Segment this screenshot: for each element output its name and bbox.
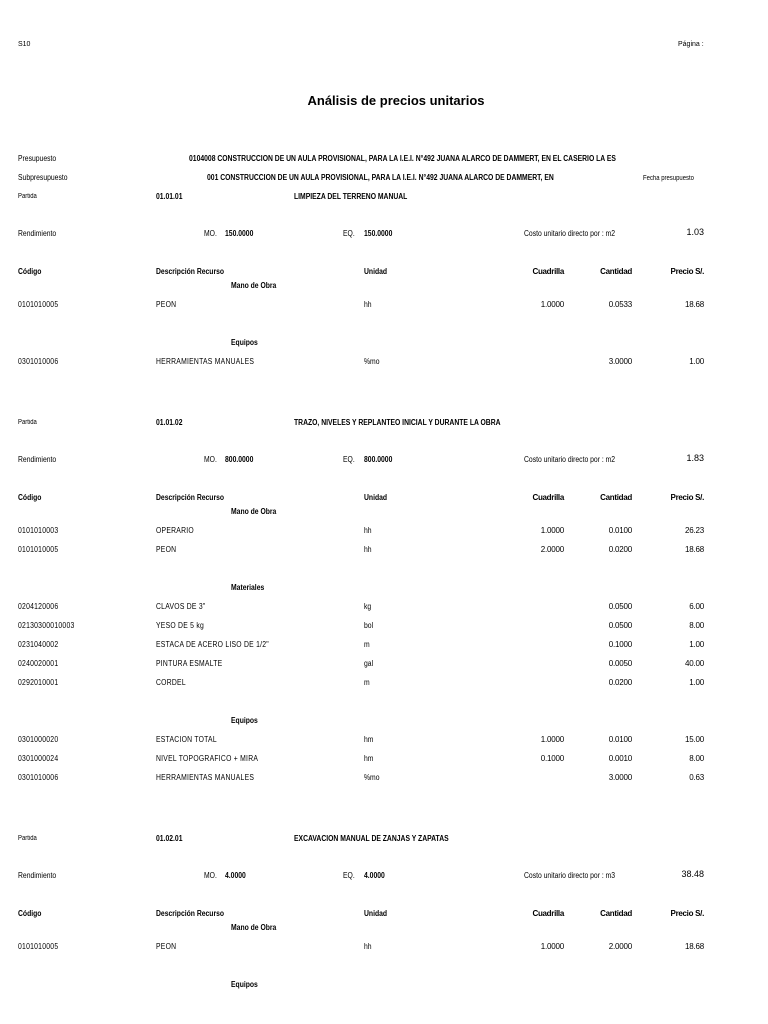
- row-unidad: %mo: [364, 357, 380, 366]
- group-title: Equipos: [231, 338, 258, 347]
- partida-code: 01.01.02: [156, 418, 183, 427]
- row-cuadrilla: 1.0000: [540, 735, 564, 744]
- col-header-cuadrilla: Cuadrilla: [532, 267, 564, 276]
- costo-unitario-label: Costo unitario directo por : m3: [524, 871, 616, 880]
- col-header-precio: Precio S/.: [670, 909, 704, 918]
- partida-code: 01.01.01: [156, 192, 183, 201]
- row-descripcion: PEON: [156, 300, 177, 309]
- col-header-cuadrilla: Cuadrilla: [532, 493, 564, 502]
- mo-value: 150.0000: [225, 229, 254, 238]
- row-cuadrilla: 2.0000: [540, 545, 564, 554]
- rendimiento-label: Rendimiento: [18, 871, 57, 880]
- fecha-presupuesto-label: Fecha presupuesto: [643, 175, 694, 182]
- col-header-unidad: Unidad: [364, 493, 388, 502]
- row-cantidad: 0.0050: [608, 659, 632, 668]
- row-cuadrilla: 0.1000: [540, 754, 564, 763]
- row-unidad: hh: [364, 545, 372, 554]
- partida-name: LIMPIEZA DEL TERRENO MANUAL: [294, 192, 408, 201]
- row-descripcion: ESTACION TOTAL: [156, 735, 217, 744]
- col-header-codigo: Código: [18, 493, 42, 502]
- partida-label: Partida: [18, 835, 37, 842]
- row-cantidad: 0.0100: [608, 735, 632, 744]
- row-precio: 18.68: [684, 942, 704, 951]
- group-title: Equipos: [231, 980, 258, 989]
- col-header-unidad: Unidad: [364, 267, 388, 276]
- partida-label: Partida: [18, 193, 37, 200]
- row-descripcion: PINTURA ESMALTE: [156, 659, 223, 668]
- col-header-cantidad: Cantidad: [600, 267, 632, 276]
- row-codigo: 0101010005: [18, 942, 59, 951]
- row-precio: 18.68: [684, 300, 704, 309]
- row-precio: 1.00: [689, 678, 704, 687]
- row-unidad: kg: [364, 602, 372, 611]
- row-cantidad: 0.0200: [608, 678, 632, 687]
- page-title: Análisis de precios unitarios: [307, 93, 485, 108]
- row-precio: 40.00: [684, 659, 704, 668]
- col-header-codigo: Código: [18, 267, 42, 276]
- row-descripcion: ESTACA DE ACERO LISO DE 1/2": [156, 640, 269, 649]
- row-descripcion: PEON: [156, 545, 177, 554]
- row-codigo: 0231040002: [18, 640, 59, 649]
- col-header-descripcion: Descripción Recurso: [156, 267, 225, 276]
- row-cantidad: 0.0533: [608, 300, 632, 309]
- row-precio: 1.00: [689, 640, 704, 649]
- group-title: Mano de Obra: [231, 507, 277, 516]
- row-cuadrilla: 1.0000: [540, 526, 564, 535]
- rendimiento-label: Rendimiento: [18, 229, 57, 238]
- col-header-cuadrilla: Cuadrilla: [532, 909, 564, 918]
- row-unidad: hm: [364, 754, 374, 763]
- page-number-label: Página :: [678, 41, 704, 48]
- eq-value: 4.0000: [364, 871, 385, 880]
- row-cantidad: 3.0000: [608, 773, 632, 782]
- row-codigo: 0101010003: [18, 526, 59, 535]
- row-precio: 8.00: [689, 621, 704, 630]
- col-header-unidad: Unidad: [364, 909, 388, 918]
- costo-unitario-value: 1.83: [686, 453, 704, 463]
- col-header-cantidad: Cantidad: [600, 909, 632, 918]
- rendimiento-label: Rendimiento: [18, 455, 57, 464]
- partida-name: TRAZO, NIVELES Y REPLANTEO INICIAL Y DURANTE LA OBRA: [294, 418, 501, 427]
- group-title: Materiales: [231, 583, 265, 592]
- row-cuadrilla: 1.0000: [540, 300, 564, 309]
- row-precio: 0.63: [689, 773, 704, 782]
- costo-unitario-value: 1.03: [686, 227, 704, 237]
- row-unidad: hh: [364, 942, 372, 951]
- col-header-descripcion: Descripción Recurso: [156, 909, 225, 918]
- row-cuadrilla: 1.0000: [540, 942, 564, 951]
- row-descripcion: HERRAMIENTAS MANUALES: [156, 357, 255, 366]
- row-cantidad: 0.1000: [608, 640, 632, 649]
- group-title: Equipos: [231, 716, 258, 725]
- row-unidad: bol: [364, 621, 374, 630]
- mo-value: 800.0000: [225, 455, 254, 464]
- mo-label: MO.: [204, 871, 217, 880]
- row-precio: 18.68: [684, 545, 704, 554]
- row-descripcion: HERRAMIENTAS MANUALES: [156, 773, 255, 782]
- row-codigo: 0301010006: [18, 357, 59, 366]
- col-header-cantidad: Cantidad: [600, 493, 632, 502]
- report-code: S10: [18, 41, 31, 48]
- row-codigo: 0240020001: [18, 659, 59, 668]
- row-descripcion: YESO DE 5 kg: [156, 621, 205, 630]
- row-codigo: 0301010006: [18, 773, 59, 782]
- row-precio: 1.00: [689, 357, 704, 366]
- row-cantidad: 0.0200: [608, 545, 632, 554]
- subpresupuesto-label: Subpresupuesto: [18, 173, 68, 182]
- eq-label: EQ.: [343, 229, 355, 238]
- partida-name: EXCAVACION MANUAL DE ZANJAS Y ZAPATAS: [294, 834, 449, 843]
- row-unidad: hh: [364, 300, 372, 309]
- row-unidad: m: [364, 678, 370, 687]
- costo-unitario-label: Costo unitario directo por : m2: [524, 229, 616, 238]
- row-unidad: hh: [364, 526, 372, 535]
- eq-label: EQ.: [343, 871, 355, 880]
- col-header-precio: Precio S/.: [670, 267, 704, 276]
- col-header-precio: Precio S/.: [670, 493, 704, 502]
- row-codigo: 0301000020: [18, 735, 59, 744]
- row-descripcion: OPERARIO: [156, 526, 194, 535]
- row-cantidad: 0.0500: [608, 621, 632, 630]
- row-cantidad: 3.0000: [608, 357, 632, 366]
- mo-value: 4.0000: [225, 871, 246, 880]
- row-descripcion: PEON: [156, 942, 177, 951]
- eq-value: 150.0000: [364, 229, 393, 238]
- row-codigo: 0292010001: [18, 678, 59, 687]
- row-precio: 6.00: [689, 602, 704, 611]
- eq-value: 800.0000: [364, 455, 393, 464]
- presupuesto-value: 0104008 CONSTRUCCION DE UN AULA PROVISIONAL, PARA LA I.E.I. N°492 JUANA ALARCO DE DAMMERT, EN EL CASERIO LA ES: [189, 154, 616, 163]
- row-unidad: hm: [364, 735, 374, 744]
- row-cantidad: 0.0010: [608, 754, 632, 763]
- col-header-codigo: Código: [18, 909, 42, 918]
- subpresupuesto-value: 001 CONSTRUCCION DE UN AULA PROVISIONAL, PARA LA I.E.I. N°492 JUANA ALARCO DE DAMMERT, EN: [207, 173, 554, 182]
- row-precio: 26.23: [684, 526, 704, 535]
- mo-label: MO.: [204, 229, 217, 238]
- row-descripcion: NIVEL TOPOGRAFICO + MIRA: [156, 754, 259, 763]
- presupuesto-label: Presupuesto: [18, 154, 57, 163]
- row-cantidad: 2.0000: [608, 942, 632, 951]
- row-precio: 15.00: [684, 735, 704, 744]
- row-unidad: m: [364, 640, 370, 649]
- row-cantidad: 0.0500: [608, 602, 632, 611]
- costo-unitario-value: 38.48: [681, 869, 704, 879]
- row-codigo: 0101010005: [18, 300, 59, 309]
- row-codigo: 0101010005: [18, 545, 59, 554]
- row-unidad: gal: [364, 659, 374, 668]
- costo-unitario-label: Costo unitario directo por : m2: [524, 455, 616, 464]
- col-header-descripcion: Descripción Recurso: [156, 493, 225, 502]
- partida-code: 01.02.01: [156, 834, 183, 843]
- row-codigo: 0204120006: [18, 602, 59, 611]
- group-title: Mano de Obra: [231, 281, 277, 290]
- row-codigo: 0301000024: [18, 754, 59, 763]
- row-descripcion: CORDEL: [156, 678, 186, 687]
- eq-label: EQ.: [343, 455, 355, 464]
- row-precio: 8.00: [689, 754, 704, 763]
- row-cantidad: 0.0100: [608, 526, 632, 535]
- group-title: Mano de Obra: [231, 923, 277, 932]
- mo-label: MO.: [204, 455, 217, 464]
- row-descripcion: CLAVOS DE 3": [156, 602, 206, 611]
- partida-label: Partida: [18, 419, 37, 426]
- row-unidad: %mo: [364, 773, 380, 782]
- row-codigo: 02130300010003: [18, 621, 75, 630]
